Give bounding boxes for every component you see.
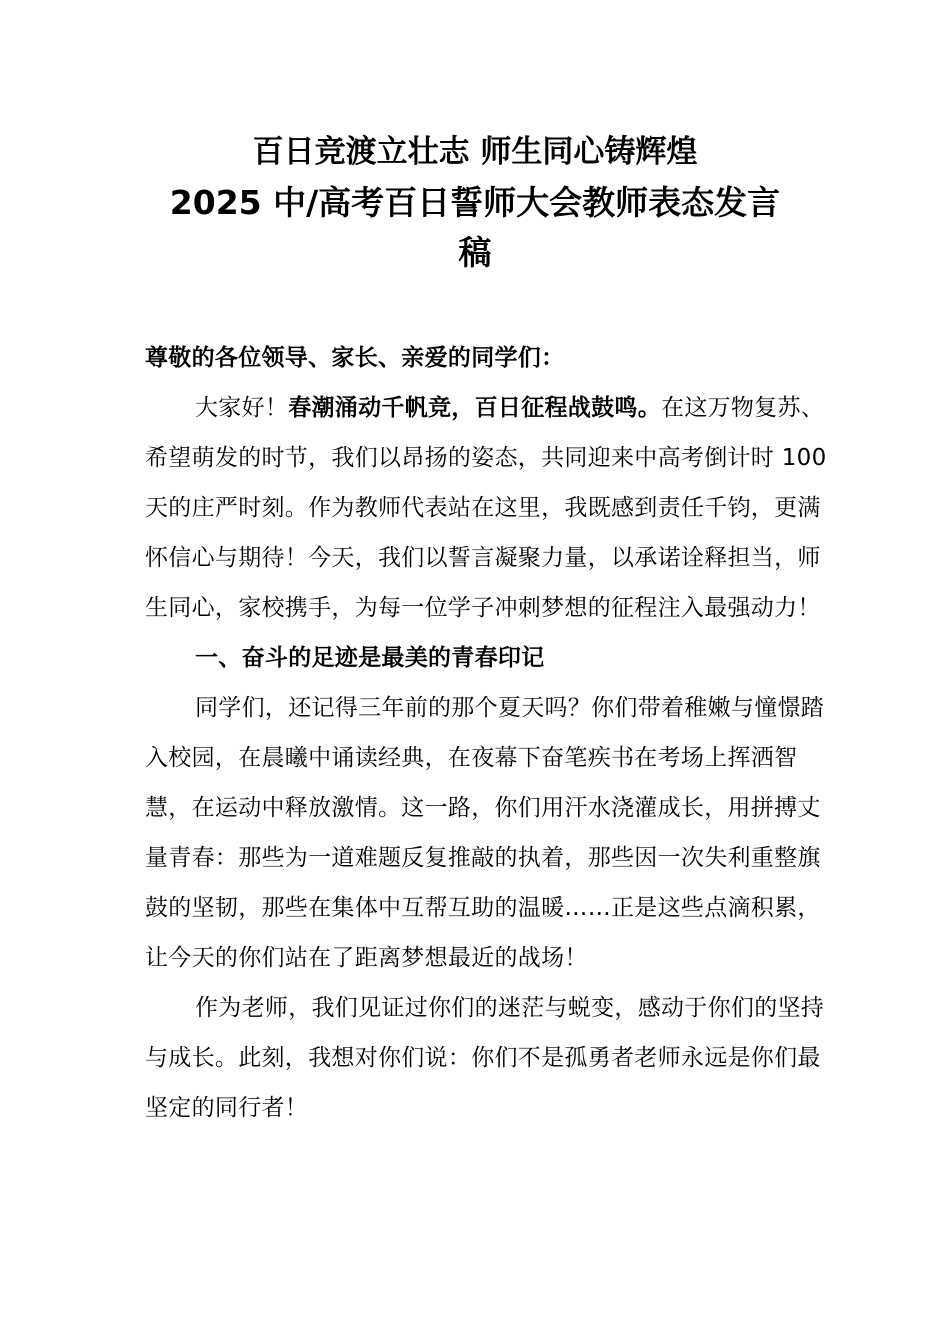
salutation: 尊敬的各位领导、家长、亲爱的同学们：	[145, 345, 565, 371]
intro-paragraph	[145, 383, 835, 633]
document-title-line-2: 2025 中/高考百日誓师大会教师表态发言	[169, 183, 781, 222]
section-paragraph-1: 同学们，还记得三年前的那个夏天吗？你们带着稚嫩与憧憬踏入校园，在晨曦中诵读经典，在夜幕下奋笔疾书在考场上挥洒智慧，在运动中释放激情。这一路，你们用汗水浇灌成长，用拼搏丈量青春：那些为一道难题反复推敲的执着，那些因一次失利重整旗鼓的坚韧，那些在集体中互帮互助的温暖……正是这些点滴积累，让今天的你们站在了距离梦想最近的战场！	[145, 695, 825, 971]
intro-bold-phrase: 春潮涌动千帆竞，百日征程战鼓鸣。	[288, 395, 662, 421]
section-paragraph-2: 作为老师，我们见证过你们的迷茫与蜕变，感动于你们的坚持与成长。此刻，我想对你们说：你们不是孤勇者老师永远是你们最坚定的同行者！	[145, 995, 825, 1121]
intro-greeting: 大家好！	[195, 395, 289, 421]
intro-text: 在这万物复苏、希望萌发的时节，我们以昂扬的姿态，共同迎来中高考倒计时 100 天的庄严时刻。作为教师代表站在这里，我既感到责任千钧，更满怀信心与期待！今天，我们以誓言凝聚力量，以承诺诠释担当，师生同心，家校携手，为每一位学子冲刺梦想的征程注入最强动力！	[145, 395, 827, 621]
section-heading: 一、奋斗的足迹是最美的青春印记	[195, 645, 545, 671]
document-title-line-3: 稿	[458, 233, 492, 272]
document-title-line-1: 百日竞渡立壮志 师生同心铸辉煌	[252, 134, 698, 170]
document-body	[145, 333, 835, 1133]
